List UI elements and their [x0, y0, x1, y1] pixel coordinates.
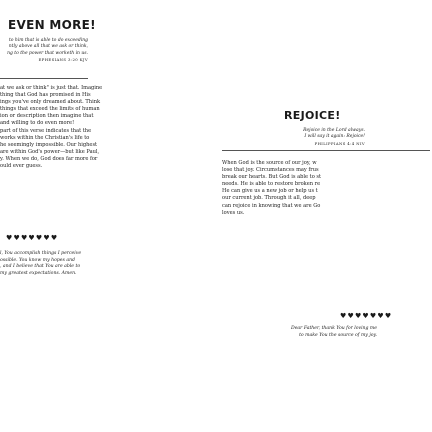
verse-reference: EPHESIANS 3:20 KJV — [38, 56, 88, 62]
body-line: can rejoice in knowing that we are Go — [222, 202, 321, 209]
body-line: thing that God has promised in His — [0, 92, 91, 99]
left-page — [0, 0, 205, 432]
body-line: are within God's power—but like Paul, — [0, 148, 100, 155]
body-line: part of this verse indicates that the — [0, 127, 92, 134]
body-line: he seemingly impossible. Our highest — [0, 141, 98, 148]
body-line: lose that joy. Circumstances may frus — [222, 167, 319, 174]
body-line: our current job. Through it all, deep — [222, 195, 316, 202]
prayer-line: to make You the source of my joy. — [299, 332, 377, 338]
body-line: loves us. — [222, 209, 245, 216]
body-line: He can give us a new job or help us t — [222, 188, 318, 195]
verse-line: to him that is able to do exceeding — [8, 38, 88, 43]
divider-rule — [0, 78, 88, 79]
page-heading: EVEN MORE! — [8, 18, 96, 32]
prayer-line: l, You accomplish things I perceive — [0, 251, 82, 256]
scripture-verse — [0, 38, 88, 63]
devotional-body — [222, 160, 402, 217]
page-heading: REJOICE! — [284, 109, 341, 122]
body-line: and willing to do even more! — [0, 120, 75, 127]
verse-line: I will say it again: Rejoice! — [304, 134, 365, 140]
divider-rule — [222, 150, 430, 151]
scripture-verse — [222, 128, 365, 147]
verse-line: ng to the power that worketh in us. — [7, 50, 88, 56]
hearts-ornament: ♥♥♥♥♥♥♥ — [340, 312, 393, 320]
body-line: works within the Christian's life to — [0, 134, 90, 141]
body-line: ion or description then imagine that — [0, 113, 94, 120]
devotional-body — [0, 85, 103, 170]
prayer-line: , and I believe that You are able to — [0, 264, 81, 269]
prayer-line: Dear Father, thank You for loving me — [291, 326, 377, 331]
body-line: things that exceed the limits of human — [0, 106, 100, 113]
prayer-line: ossible. You know my hopes and — [0, 257, 75, 263]
body-line: y. When we do, God does far more for — [0, 155, 98, 162]
body-line: break our hearts. But God is able to st — [222, 174, 322, 181]
verse-line: Rejoice in the Lord always. — [303, 128, 365, 133]
hearts-ornament: ♥♥♥♥♥♥♥ — [6, 234, 59, 242]
closing-prayer — [0, 251, 90, 277]
prayer-line: my greatest expectations. Amen. — [0, 270, 77, 276]
body-line: needs. He is able to restore broken re — [222, 181, 321, 188]
body-line: When God is the source of our joy, w — [222, 160, 317, 166]
verse-line: ntly above all that we ask or think, — [8, 44, 88, 50]
verse-reference: PHILIPPIANS 4:4 NIV — [314, 140, 365, 146]
body-line: ould ever guess. — [0, 163, 43, 170]
body-line: ings you've only dreamed about. Think — [0, 99, 101, 106]
right-page — [222, 0, 432, 432]
closing-prayer — [222, 326, 377, 339]
body-line: at we ask or think" is just that. Imagine — [0, 85, 103, 91]
